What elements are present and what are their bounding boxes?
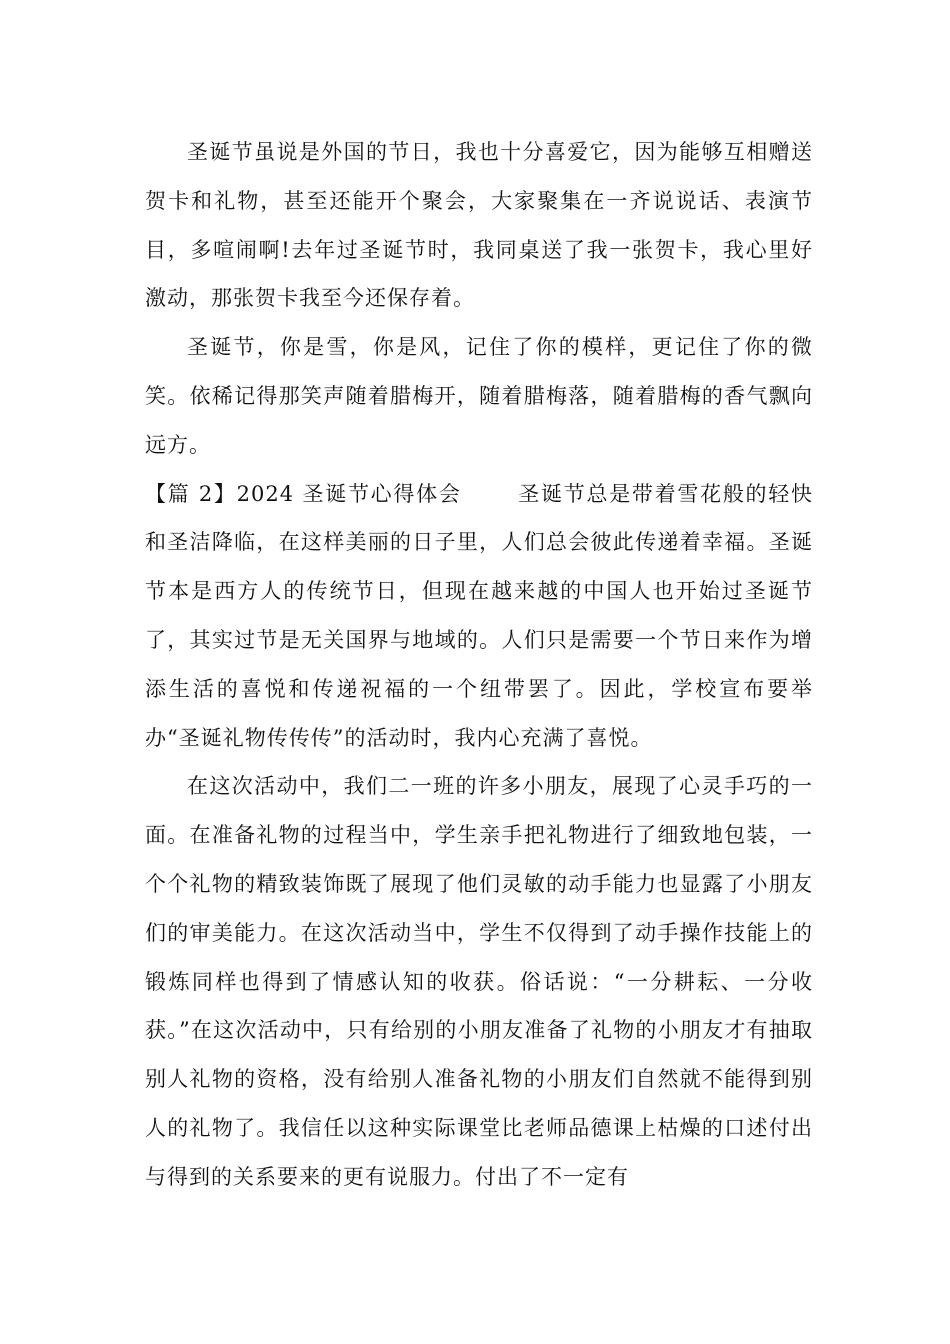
section-intro-text: 圣诞节总是带着雪花般的轻快和圣洁降临，在这样美丽的日子里，人们总会彼此传递着幸福。圣诞节本是西方人的传统节日，但现在越来越的中国人也开始过圣诞节了，其实过节是无关国界与地域的。人们只是需要一个节日来作为增添生活的喜悦和传递祝福的一个纽带罢了。因此，学校宣布要举办“圣诞礼物传传传”的活动时，我内心充满了喜悦。 xyxy=(145,481,813,750)
paragraph-christmas-foreign-holiday: 圣诞节虽说是外国的节日，我也十分喜爱它，因为能够互相赠送贺卡和礼物，甚至还能开个聚会，大家聚集在一齐说说话、表演节目，多喧闹啊!去年过圣诞节时，我同桌送了我一张贺卡，我心里好激动，那张贺卡我至今还保存着。 xyxy=(145,140,813,311)
paragraph-christmas-snow-wind: 圣诞节，你是雪，你是风，记住了你的模样，更记住了你的微笑。依稀记得那笑声随着腊梅开，随着腊梅落，随着腊梅的香气飘向远方。 xyxy=(145,335,813,457)
section-heading: 【篇 2】2024 圣诞节心得体会 xyxy=(145,481,462,506)
paragraph-activity-description: 在这次活动中，我们二一班的许多小朋友，展现了心灵手巧的一面。在准备礼物的过程当中，学生亲手把礼物进行了细致地包装，一个个礼物的精致装饰既了展现了他们灵敏的动手能力也显露了小朋友们的审美能力。在这次活动当中，学生不仅得到了动手操作技能上的锻炼同样也得到了情感认知的收获。俗话说：“一分耕耘、一分收获。”在这次活动中，只有给别的小朋友准备了礼物的小朋友才有抽取别人礼物的资格，没有给别人准备礼物的小朋友们自然就不能得到别人的礼物了。我信任以这种实际课堂比老师品德课上枯燥的口述付出与得到的关系要来的更有说服力。付出了不一定有 xyxy=(145,774,813,1189)
section-2-paragraph xyxy=(145,470,813,763)
document-body xyxy=(145,128,813,1202)
